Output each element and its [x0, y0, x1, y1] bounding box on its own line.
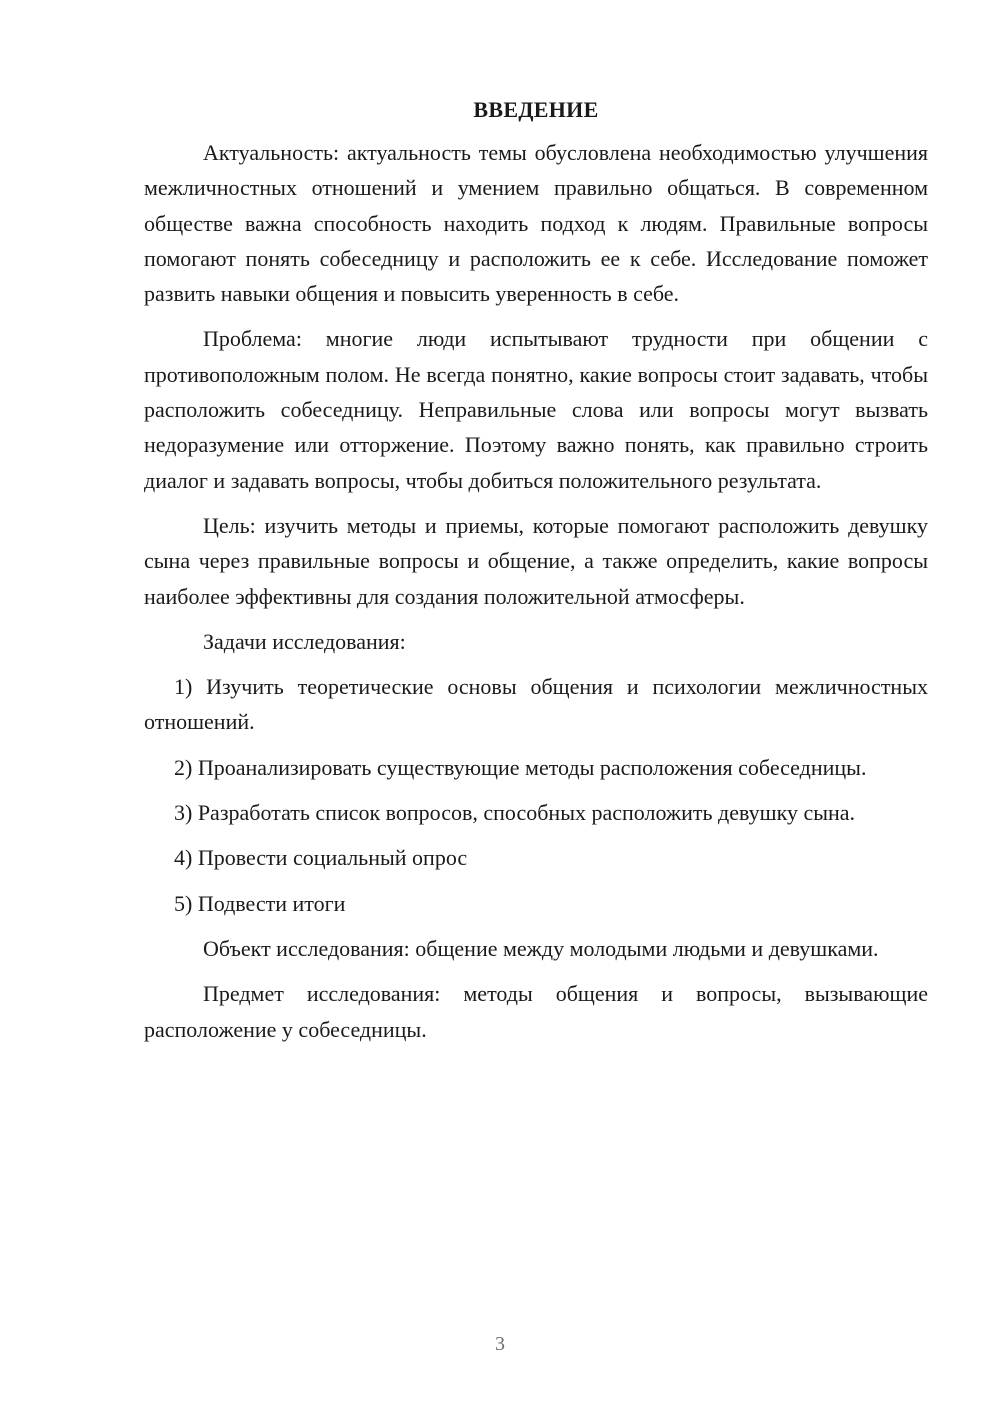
paragraph-problem: Проблема: многие люди испытывают трудности при общении с противоположным полом. Не всегда понятно, какие вопросы стоит задавать, чтобы расположить собеседницу. Неправильные слова или вопросы могут вызвать недоразумение или отторжение. Поэтому важно понять, как правильно строить диалог и задавать вопросы, чтобы добиться положительного результата. — [144, 326, 928, 493]
page-number: 3 — [495, 1333, 505, 1355]
page-content — [144, 92, 928, 1047]
list-item: 1) Изучить теоретические основы общения и психологии межличностных отношений. — [144, 674, 928, 735]
paragraph-object: Объект исследования: общение между молодыми людьми и девушками. — [203, 935, 879, 961]
tasks-heading: Задачи исследования: — [203, 628, 406, 654]
section-title: ВВЕДЕНИЕ — [473, 97, 599, 122]
paragraph-subject: Предмет исследования: методы общения и вопросы, вызывающие расположение у собеседницы. — [144, 981, 928, 1042]
paragraph-relevance: Актуальность: актуальность темы обусловлена необходимостью улучшения межличностных отношений и умением правильно общаться. В современном обществе важна способность находить подход к людям. Правильные вопросы помогают понять собеседницу и расположить ее к себе. Исследование поможет развить навыки общения и повысить уверенность в себе. — [144, 140, 928, 307]
paragraph-goal: Цель: изучить методы и приемы, которые помогают расположить девушку сына через правильные вопросы и общение, а также определить, какие вопросы наиболее эффективны для создания положительной атмосферы. — [144, 512, 928, 609]
list-item: 5) Подвести итоги — [174, 890, 346, 916]
list-item: 3) Разработать список вопросов, способных расположить девушку сына. — [174, 800, 856, 826]
list-item: 4) Провести социальный опрос — [174, 845, 468, 871]
list-item: 2) Проанализировать существующие методы расположения собеседницы. — [174, 754, 867, 780]
tasks-list — [144, 669, 928, 921]
